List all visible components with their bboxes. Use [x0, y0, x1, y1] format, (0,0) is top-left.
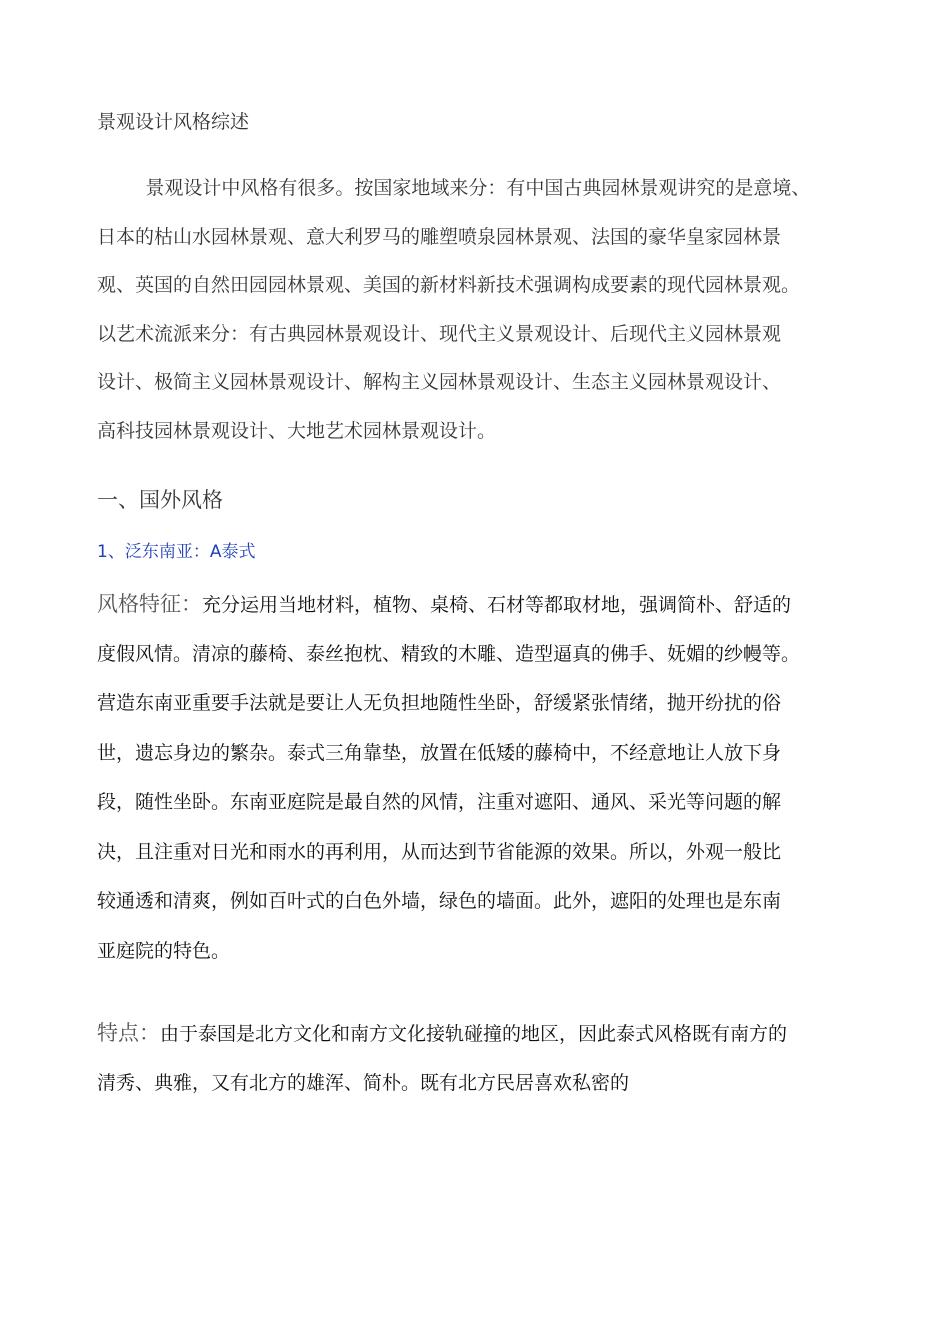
subsection-heading-southeast-asia: 1、泛东南亚：A泰式 — [97, 542, 256, 562]
intro-line: 观、英国的自然田园园林景观、美国的新材料新技术强调构成要素的现代园林景观。 — [97, 274, 801, 296]
intro-line: 设计、极简主义园林景观设计、解构主义园林景观设计、生态主义园林景观设计、 — [97, 371, 782, 393]
features-lead-label: 风格特征： — [97, 592, 202, 616]
section-heading-foreign-styles: 一、国外风格 — [97, 488, 223, 512]
traits-paragraph — [97, 1008, 857, 1108]
traits-first-line — [97, 1008, 857, 1058]
traits-lead-label: 特点： — [97, 1021, 160, 1045]
features-line: 度假风情。清凉的藤椅、泰丝抱枕、精致的木雕、造型逼真的佛手、妩媚的纱幔等。 — [97, 642, 801, 665]
features-first-line — [97, 580, 857, 630]
features-first-line-text: 充分运用当地材料，植物、桌椅、石材等都取材地，强调简朴、舒适的 — [202, 594, 792, 616]
features-line: 段，随性坐卧。东南亚庭院是最自然的风情，注重对遮阳、通风、采光等问题的解 — [97, 791, 782, 813]
features-line: 营造东南亚重要手法就是要让人无负担地随性坐卧，舒缓紧张情绪，抛开纷扰的俗 — [97, 692, 782, 714]
traits-first-line-text: 由于泰国是北方文化和南方文化接轨碰撞的地区，因此泰式风格既有南方的 — [160, 1023, 788, 1045]
features-line: 决，且注重对日光和雨水的再利用，从而达到节省能源的效果。所以，外观一般比 — [97, 840, 782, 863]
intro-line: 以艺术流派来分：有古典园林景观设计、现代主义景观设计、后现代主义园林景观 — [97, 322, 782, 345]
intro-line: 高科技园林景观设计、大地艺术园林景观设计。 — [97, 419, 497, 442]
features-paragraph — [97, 580, 857, 976]
features-line: 较通透和清爽，例如百叶式的白色外墙，绿色的墙面。此外，遮阳的处理也是东南 — [97, 890, 782, 912]
document-title: 景观设计风格综述 — [97, 111, 250, 133]
intro-paragraph — [97, 164, 857, 455]
traits-line: 清秀、典雅，又有北方的雄浑、简朴。既有北方民居喜欢私密的 — [97, 1072, 630, 1094]
features-line: 亚庭院的特色。 — [97, 939, 231, 962]
intro-line: 景观设计中风格有很多。按国家地域来分：有中国古典园林景观讲究的是意境、 — [97, 177, 811, 199]
intro-line: 日本的枯山水园林景观、意大利罗马的雕塑喷泉园林景观、法国的豪华皇家园林景 — [97, 225, 782, 248]
features-line: 世，遗忘身边的繁杂。泰式三角靠垫，放置在低矮的藤椅中，不经意地让人放下身 — [97, 741, 782, 764]
